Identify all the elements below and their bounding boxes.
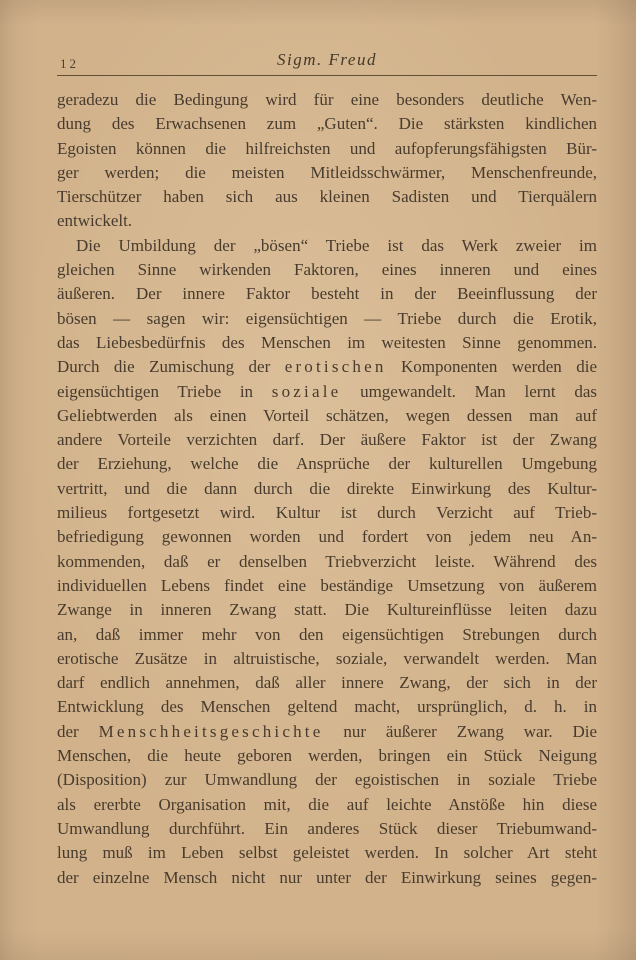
text-line [57,355,597,379]
text-line: (Disposition) zur Umwandlung der egoistischen in soziale Triebe [57,770,597,790]
page-number: 12 [60,56,79,71]
text-line: entwickelt. [57,211,133,231]
text-line: bösen — sagen wir: eigensüchtigen — Triebe durch die Erotik, [57,308,597,328]
text-line [57,380,597,404]
letterspaced-emphasis: soziale [271,381,342,401]
text-line: Entwicklung des Menschen geltend macht, ursprünglich, d. h. in [57,697,597,717]
text-line: vertritt, und die dann durch die direkte Einwirkung des Kultur- [57,478,597,498]
text-line: andere Vorteile verzichten darf. Der äußere Faktor ist der Zwang [57,430,597,450]
text-line: erotische Zusätze in altruistische, soziale, verwandelt werden. Man [57,648,597,668]
text-segment: eigensüchtigen Triebe in [57,381,272,401]
text-line: Umwandlung durchführt. Ein anderes Stück dieser Triebumwand- [57,818,597,838]
text-line: milieus fortgesetzt wird. Kultur ist durch Verzicht auf Trieb- [57,503,597,523]
text-line: individuellen Lebens findet eine beständige Umsetzung von äußerem [57,575,597,595]
text-segment: umgewandelt. Man lernt das [341,381,597,401]
text-line [57,720,597,744]
text-line: an, daß immer mehr von den eigensüchtigen Strebungen durch [57,624,597,644]
text-line: kommenden, daß er denselben Triebverzicht leiste. Während des [57,551,597,571]
text-segment: der [57,721,99,741]
text-line: dung des Erwachsenen zum „Guten“. Die stärksten kindlichen [57,114,597,134]
text-line: das Liebesbedürfnis des Menschen im weitesten Sinne genommen. [57,332,597,352]
letterspaced-emphasis: Menschheitsgeschichte [98,721,324,741]
text-line: Zwange in inneren Zwang statt. Die Kultureinflüsse leiten dazu [57,600,597,620]
text-segment: Durch die Zumischung der [57,357,285,377]
body-text [57,88,597,890]
text-line: der einzelne Mensch nicht nur unter der Einwirkung seines gegen- [57,867,597,887]
letterspaced-emphasis: erotischen [284,357,387,377]
text-line: ger werden; die meisten Mitleidsschwärmer, Menschenfreunde, [57,162,597,182]
text-segment: Komponenten werden die [386,357,597,377]
text-line: als ererbte Organisation mit, die auf leichte Anstöße hin diese [57,794,597,814]
text-line: Geliebtwerden als einen Vorteil schätzen, wegen dessen man auf [57,405,597,425]
text-line: darf endlich annehmen, daß aller innere Zwang, der sich in der [57,673,597,693]
text-line: geradezu die Bedingung wird für eine besonders deutliche Wen- [57,90,597,109]
text-line: gleichen Sinne wirkenden Faktoren, eines inneren und eines [57,260,597,280]
page-header [57,50,597,76]
text-line: lung muß im Leben selbst geleistet werden. In solcher Art steht [57,843,597,863]
text-line: Die Umbildung der „bösen“ Triebe ist das Werk zweier im [76,235,597,255]
text-line: befriedigung gewonnen worden und fordert von jedem neu An- [57,527,597,547]
text-line: Tierschützer haben sich aus kleinen Sadisten und Tierquälern [57,187,597,207]
header-rule [57,75,597,76]
text-line: Menschen, die heute geboren werden, bringen ein Stück Neigung [57,746,597,766]
text-line: Egoisten können die hilfreichsten und aufopferungsfähigsten Bür- [57,138,597,158]
text-segment: nur äußerer Zwang war. Die [323,721,597,741]
running-title: Sigm. Freud [277,50,377,69]
text-line: der Erziehung, welche die Ansprüche der kulturellen Umgebung [57,454,597,474]
text-line: äußeren. Der innere Faktor besteht in der Beeinflussung der [57,284,597,304]
